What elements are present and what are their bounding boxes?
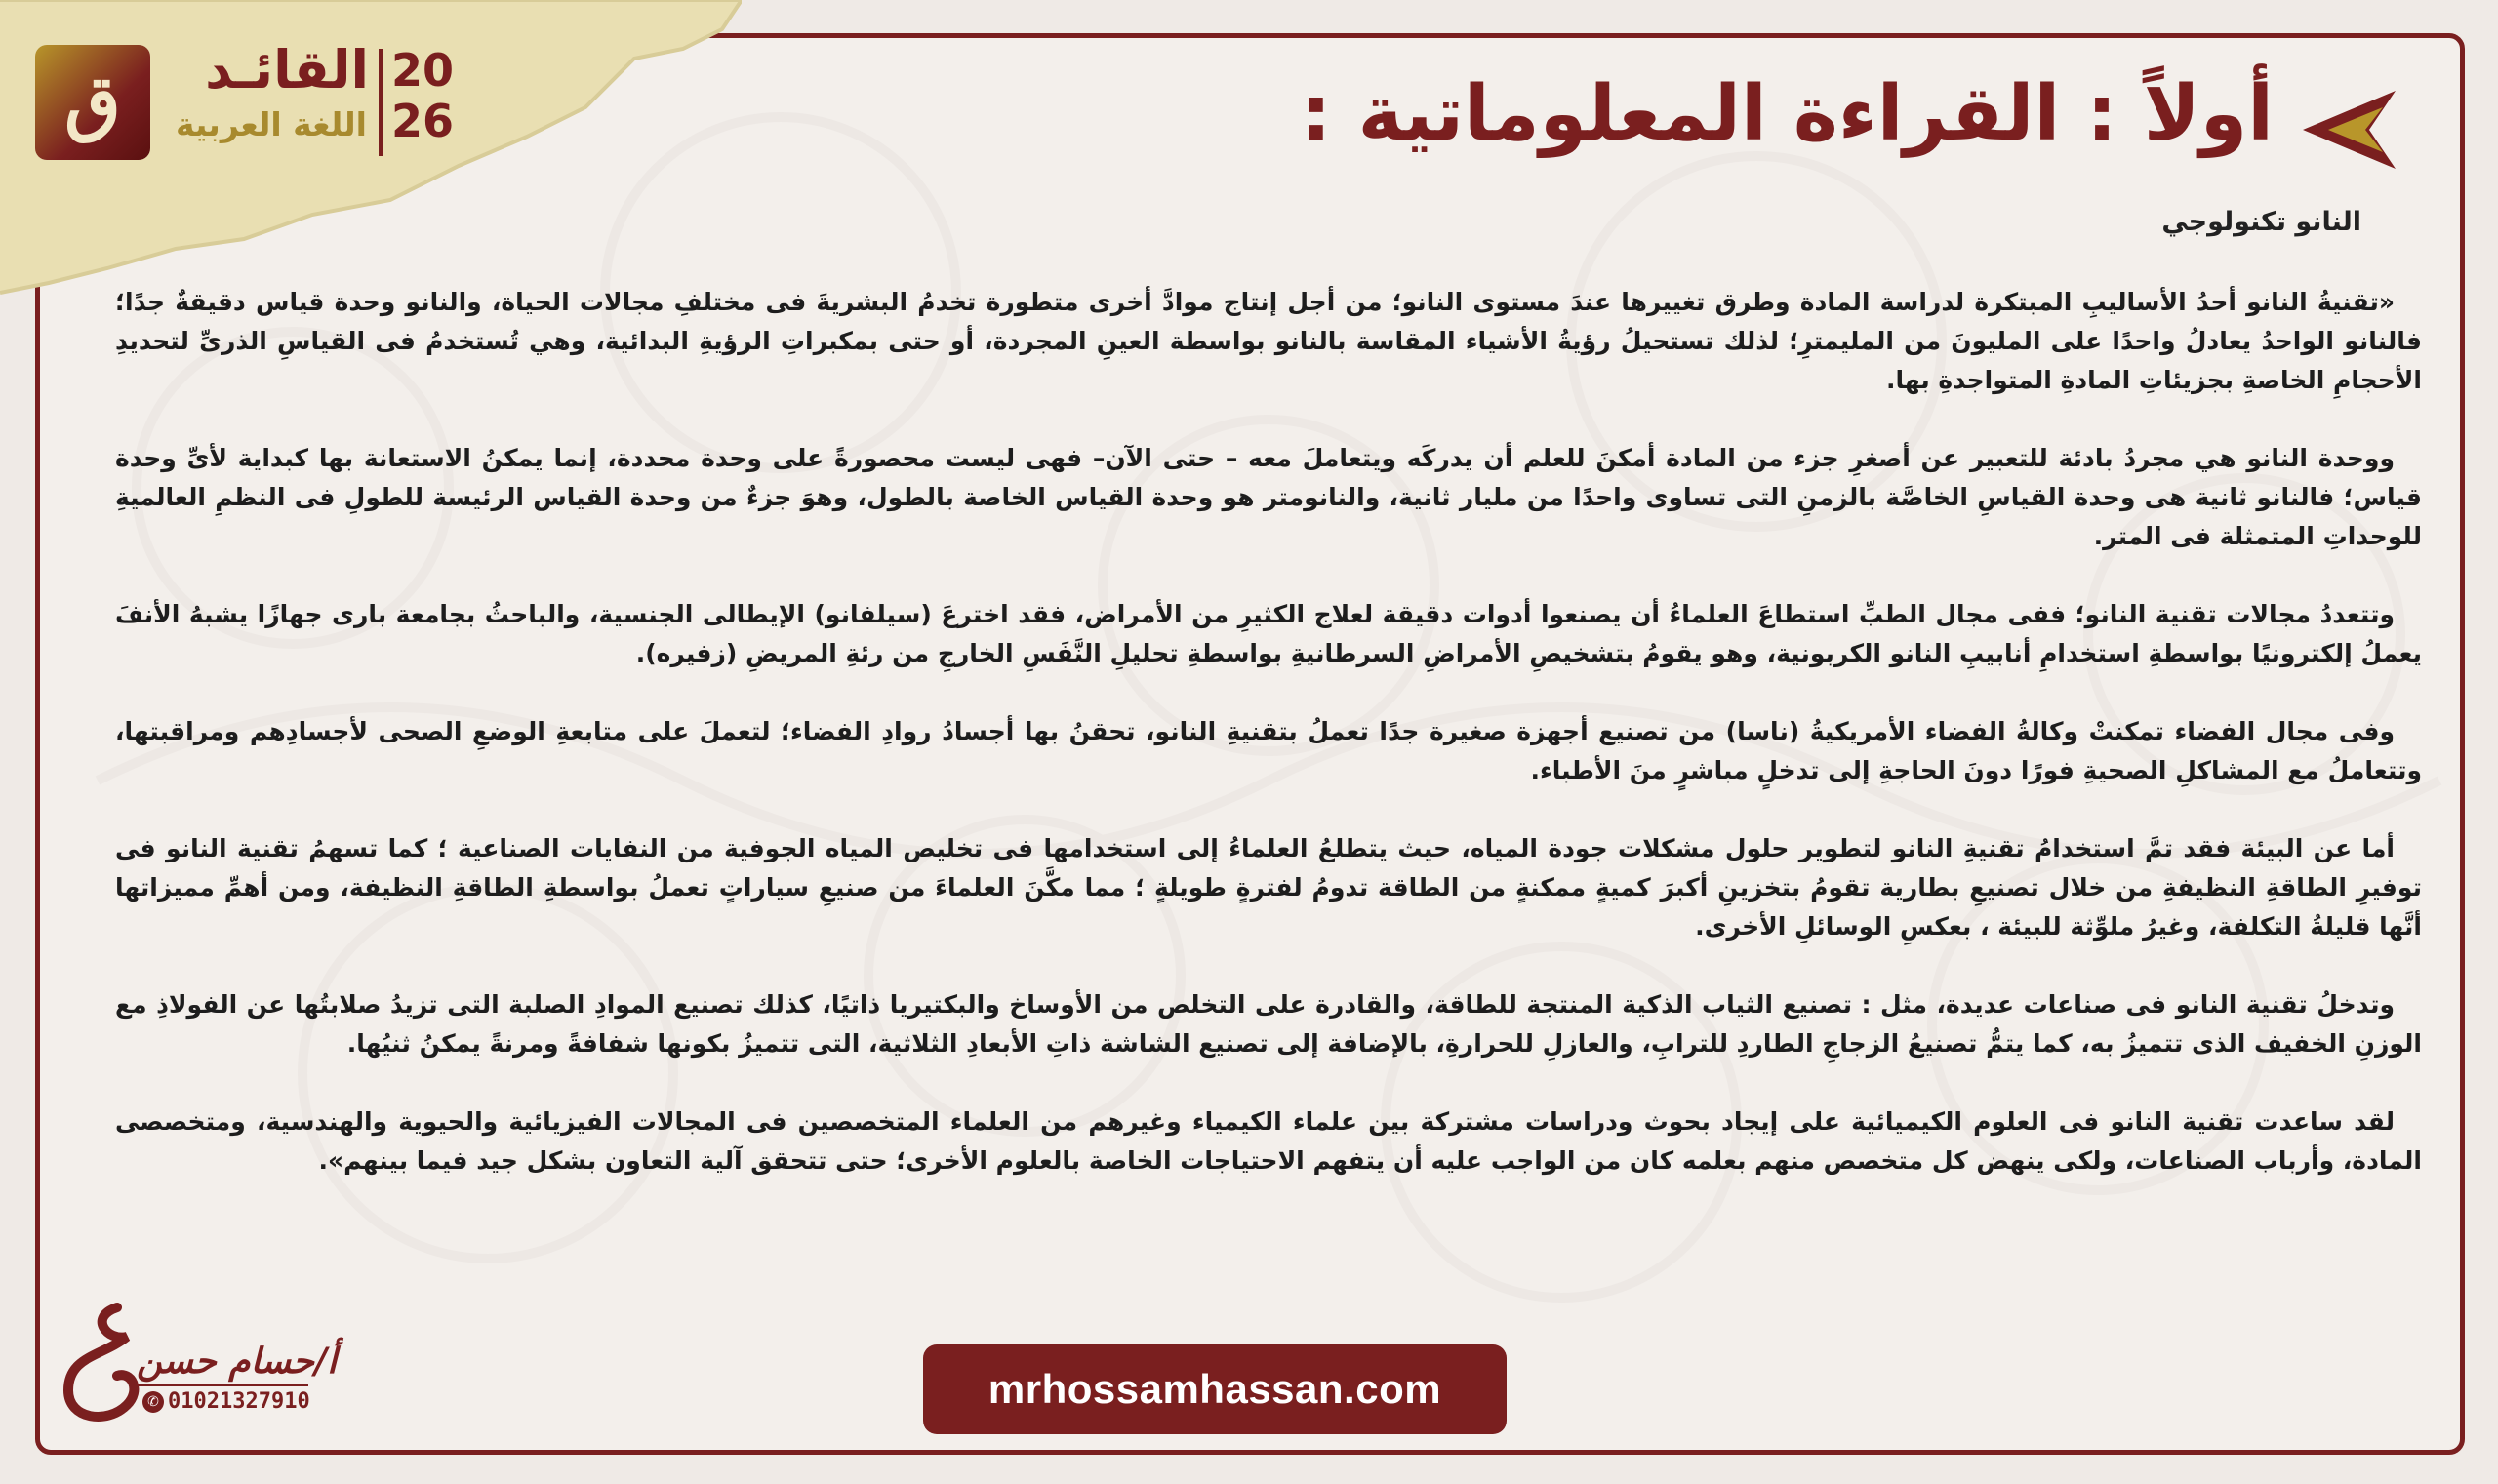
brand-year-bottom: 26 [390, 95, 454, 147]
paragraph: وتتعددُ مجالات تقنية النانو؛ ففى مجال الطبِّ استطاعَ العلماءُ أن يصنعوا أدوات دقيقة لعلاج الكثيرِ من الأمراض، فقد اخترعَ (سيلفانو) الإيطالى الجنسية، والباحثُ بجامعة بارى جهازًا يشبهُ الأنفَ يعملُ إلكترونيًا بواسطةِ استخدامِ أنابيبِ النانو الكربونية، وهو يقومُ بتشخيصِ الأمراضِ السرطانيةِ بواسطةِ تحليلِ النَّفَسِ الخارجِ من رئةِ المريضِ (زفيره). [115, 600, 2422, 667]
paragraph: وفى مجال الفضاء تمكنتْ وكالةُ الفضاء الأمريكيةُ (ناسا) من تصنيع أجهزة صغيرة جدًا تعملُ بتقنيةِ النانو، تحقنُ بها أجسادُ روادِ الفضاء؛ لتعملَ على متابعةِ الوضعِ الصحى لأجسادِهم ومراقبتها، وتتعاملُ مع المشاكلِ الصحيةِ فورًا دونَ الحاجةِ إلى تدخلٍ مباشرٍ منَ الأطباء. [115, 717, 2422, 784]
phone-number: 01021327910 [168, 1389, 310, 1414]
paragraph: وتدخلُ تقنية النانو فى صناعات عديدة، مثل : تصنيع الثياب الذكية المنتجة للطاقة، والقادرة على التخلص من الأوساخ والبكتيريا ذاتيًا، كذلك تصنيع الموادِ الصلبة التى تزيدُ صلابتُها عن الفولاذِ مع الوزنِ الخفيف الذى تتميزُ به، كما يتمُّ تصنيعُ الزجاجِ الطاردِ للترابِ، والعازلِ للحرارةِ، بالإضافة إلى تصنيع الشاشة ذاتِ الأبعادِ الثلاثية، التى تتميزُ بكونها شفافةً ومرنةً يمكنُ ثنيُها. [115, 990, 2422, 1058]
paragraph: أما عن البيئة فقد تمَّ استخدامُ تقنيةِ النانو لتطوير حلول مشكلات جودة المياه، حيث يتطلعُ العلماءُ إلى استخدامها فى تخليص المياه الجوفية من النفايات الصناعية ؛ كما تسهمُ تقنية النانو فى توفيرِ الطاقةِ النظيفةِ من خلال تصنيعِ بطارية تقومُ بتخزينِ أكبرَ كميةٍ ممكنةٍ من الطاقة تدومُ لفترةٍ طويلةٍ ؛ مما مكَّنَ العلماءَ من صنيعِ سياراتٍ تعملُ بواسطةِ الطاقةِ النظيفة، ومن أهمِّ مميزاتها أنَّها قليلةُ التكلفة، وغيرُ ملوِّثة للبيئة ، بعكسِ الوسائلِ الأخرى. [115, 834, 2422, 941]
page-title: أولاً : القراءة المعلوماتية : [1301, 70, 2274, 158]
article-body [115, 283, 2422, 1220]
brand-logo: ق [35, 45, 150, 160]
author-name: أ/حسام حسن [137, 1341, 338, 1382]
phone-icon: ✆ [142, 1391, 164, 1413]
paragraph: لقد ساعدت تقنية النانو فى العلوم الكيميائية على إيجاد بحوث ودراسات مشتركة بين علماء الكيمياء وغيرهم من العلماء المتخصصين فى المجالات الفيزيائية والحيوية والهندسية، ومتخصصى المادة، وأرباب الصناعات، ولكى ينهض كل متخصص منهم بعلمه كان من الواجب عليه أن يتفهم الاحتياجات الخاصة بالعلوم الأخرى؛ حتى تتحقق آلية التعاون بشكل جيد فيما بينهم». [115, 1107, 2422, 1175]
section-subtitle: النانو تكنولوجي [2161, 207, 2361, 237]
website-badge[interactable]: mrhossamhassan.com [923, 1344, 1507, 1434]
title-arrow-icon [2293, 76, 2400, 183]
paragraph: «تقنيةُ النانو أحدُ الأساليبِ المبتكرة لدراسة المادة وطرق تغييرها عندَ مستوى النانو؛ من أجل إنتاج موادَّ أخرى متطورة تخدمُ البشريةَ فى مختلفِ مجالات الحياة، والنانو وحدة قياس دقيقةٌ جدًا؛ فالنانو الواحدُ يعادلُ واحدًا على المليونَ من المليمترِ؛ لذلك تستحيلُ رؤيةُ الأشياء المقاسة بالنانو بواسطة العينِ المجردة، أو حتى بمكبراتِ الرؤيةِ البدائية، وهي تُستخدمُ فى القياسِ الذرىِّ لتحديدِ الأحجامِ الخاصةِ بجزيئاتِ المادةِ المتواجدةِ بها. [115, 288, 2422, 394]
brand-subtitle: اللغة العربية [175, 105, 367, 143]
brand-name: القائـد [205, 39, 369, 100]
brand-divider [379, 49, 383, 156]
brand-year-top: 20 [390, 44, 454, 97]
paragraph: ووحدة النانو هي مجردُ بادئة للتعبير عن أصغرِ جزء من المادة أمكنَ للعلم أن يدركَه ويتعاملَ معه – حتى الآن– فهى ليست محصورةً على وحدة محددة، إنما يمكنُ الاستعانة بها كبداية لأىِّ وحدة قياس؛ فالنانو ثانية هى وحدة القياسِ الخاصَّة بالزمنِ التى تساوى واحدًا من مليار ثانية، والنانومتر هو وحدة القياس الخاصة بالطول، وهوَ جزءٌ من وحدة القياس الرئيسة للطولِ فى النظمِ العالميةِ للوحداتِ المتمثلة فى المتر. [115, 444, 2422, 550]
brand-year [388, 45, 457, 146]
author-underline [137, 1384, 308, 1386]
